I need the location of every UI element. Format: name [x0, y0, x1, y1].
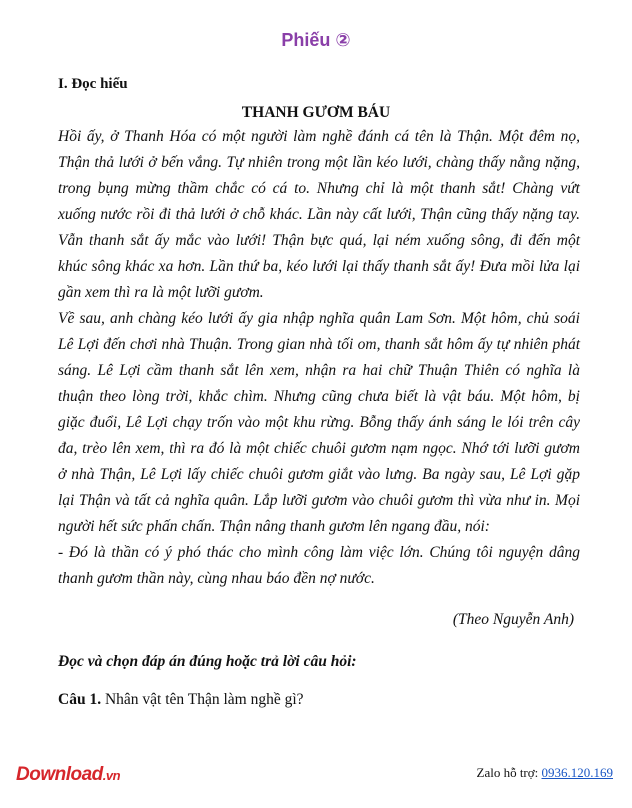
story-line: Về sau, anh chàng kéo lưới ấy gia nhập nghĩa quân Lam Sơn. Một hôm, chủ soái	[58, 310, 580, 327]
support-contact	[477, 765, 614, 781]
story-line: người hết sức phấn chấn. Thận nâng thanh gươm lên ngang đầu, nói:	[58, 518, 490, 535]
story-line: Vẫn thanh sắt ấy mắc vào lưới! Thận bực quá, lại ném xuống sông, đi đến một	[58, 232, 580, 249]
story-line: gần xem thì ra là một lưỡi gươm.	[58, 284, 264, 301]
support-phone-link[interactable]: 0936.120.169	[541, 765, 613, 780]
instruction-text: Đọc và chọn đáp án đúng hoặc trả lời câu hỏi:	[58, 653, 357, 670]
download-logo[interactable]	[16, 764, 120, 786]
story-source: (Theo Nguyễn Anh)	[452, 611, 574, 628]
story-line: sáng. Lê Lợi cầm thanh sắt lên xem, nhận ra hai chữ Thuận Thiên có nghĩa là	[58, 362, 580, 379]
story-line: - Đó là thần có ý phó thác cho mình công làm việc lớn. Chúng tôi nguyện dâng	[58, 544, 580, 561]
story-line: xuống nước rồi đi thả lưới ở chỗ khác. Lần này cất lưới, Thận cũng thấy nặng tay.	[58, 206, 580, 223]
worksheet-title: Phiếu ②	[281, 30, 351, 50]
logo-text: Download	[16, 764, 103, 785]
question-text: Nhân vật tên Thận làm nghề gì?	[104, 691, 304, 708]
story-line: thuận theo lòng trời, khắc chìm. Nhưng cũng chưa biết là vật báu. Một hôm, bị	[58, 388, 580, 405]
story-line: thanh gươm thần này, cùng nhau báo đền nợ nước.	[58, 570, 375, 587]
question-number: Câu 1.	[58, 691, 102, 708]
story-line: lại Thận và tất cả nghĩa quân. Lắp lưỡi gươm vào chuôi gươm thì vừa như in. Mọi	[58, 492, 580, 509]
logo-suffix: .vn	[102, 768, 121, 783]
story-line: khúc sông khác xa hơn. Lần thứ ba, kéo lưới lại thấy thanh sắt ấy! Đưa mồi lửa lại	[58, 258, 580, 275]
story-line: Hồi ấy, ở Thanh Hóa có một người làm nghề đánh cá tên là Thận. Một đêm nọ,	[58, 128, 580, 145]
story-line: Lê Lợi đến chơi nhà Thuận. Trong gian nhà tối om, thanh sắt hôm ấy tự nhiên phát	[58, 336, 580, 353]
story-title: THANH GƯƠM BÁU	[241, 104, 391, 121]
story-line: giặc đuổi, Lê Lợi chạy trốn vào một khu rừng. Bỗng thấy ánh sáng le lói trên cây	[58, 414, 580, 431]
support-label: Zalo hỗ trợ:	[476, 765, 539, 780]
story-line: Thận thả lưới ở bến vắng. Tự nhiên trong một lần kéo lưới, chàng thấy nằng nặng,	[58, 154, 580, 171]
section-heading: I. Đọc hiểu	[58, 76, 128, 92]
question-1	[58, 691, 304, 709]
story-line: trong bụng mừng thầm chắc có cá to. Nhưng chỉ là một thanh sắt! Chàng vứt	[58, 180, 580, 197]
story-line: đa, trèo lên xem, thì ra đó là một chiếc chuôi gươm nạm ngọc. Nhớ tới lưỡi gươm	[58, 440, 580, 457]
story-line: ở nhà Thận, Lê Lợi lấy chiếc chuôi gươm giắt vào lưng. Ba ngày sau, Lê Lợi gặp	[58, 466, 580, 483]
